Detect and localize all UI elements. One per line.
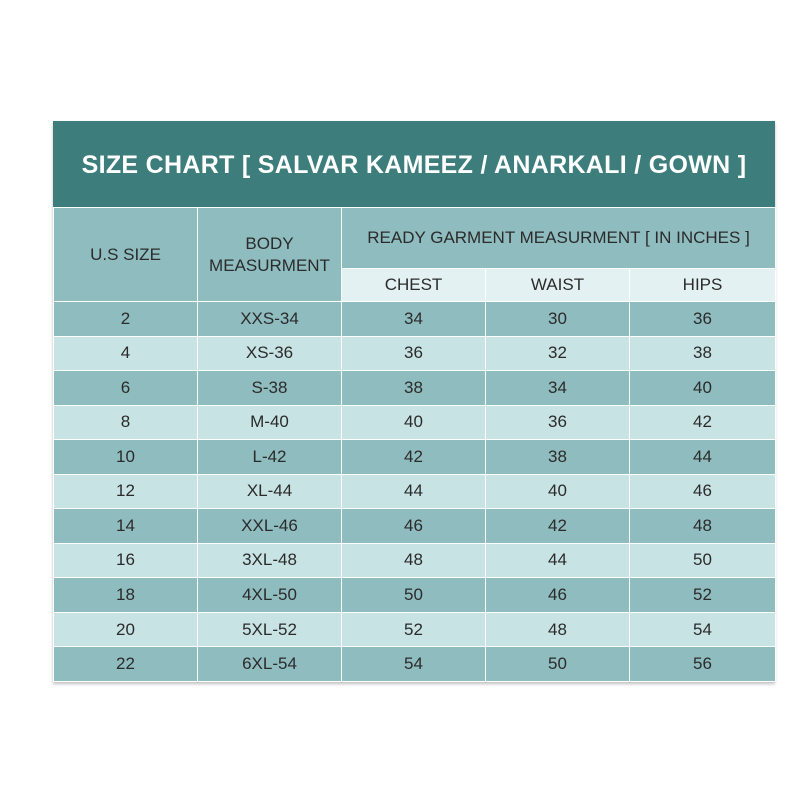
- cell-body: XS-36: [198, 336, 342, 371]
- table-row: [54, 336, 776, 371]
- cell-chest: 38: [342, 371, 486, 406]
- header-waist: WAIST: [486, 269, 630, 302]
- cell-chest: 44: [342, 474, 486, 509]
- cell-us-size: 8: [54, 405, 198, 440]
- cell-body: XXL-46: [198, 509, 342, 544]
- cell-chest: 34: [342, 302, 486, 337]
- size-table: [53, 207, 776, 682]
- cell-chest: 52: [342, 612, 486, 647]
- cell-waist: 40: [486, 474, 630, 509]
- cell-waist: 50: [486, 647, 630, 682]
- header-hips: HIPS: [630, 269, 776, 302]
- cell-body: 5XL-52: [198, 612, 342, 647]
- cell-hips: 36: [630, 302, 776, 337]
- table-row: [54, 543, 776, 578]
- cell-chest: 42: [342, 440, 486, 475]
- header-us-size: U.S SIZE: [54, 208, 198, 302]
- header-body-line2: MEASURMENT: [209, 255, 330, 275]
- cell-hips: 56: [630, 647, 776, 682]
- cell-body: XXS-34: [198, 302, 342, 337]
- cell-chest: 50: [342, 578, 486, 613]
- cell-us-size: 10: [54, 440, 198, 475]
- cell-chest: 54: [342, 647, 486, 682]
- header-ready-garment: READY GARMENT MEASURMENT [ IN INCHES ]: [342, 208, 776, 269]
- cell-chest: 46: [342, 509, 486, 544]
- cell-waist: 32: [486, 336, 630, 371]
- table-row: [54, 474, 776, 509]
- table-row: [54, 371, 776, 406]
- table-row: [54, 302, 776, 337]
- table-row: [54, 405, 776, 440]
- cell-waist: 36: [486, 405, 630, 440]
- cell-us-size: 12: [54, 474, 198, 509]
- header-chest: CHEST: [342, 269, 486, 302]
- cell-hips: 52: [630, 578, 776, 613]
- cell-us-size: 22: [54, 647, 198, 682]
- cell-body: M-40: [198, 405, 342, 440]
- header-body-measurement: [198, 208, 342, 302]
- cell-body: 6XL-54: [198, 647, 342, 682]
- cell-hips: 50: [630, 543, 776, 578]
- table-row: [54, 440, 776, 475]
- cell-waist: 48: [486, 612, 630, 647]
- cell-waist: 46: [486, 578, 630, 613]
- header-body-line1: BODY: [245, 233, 294, 253]
- cell-waist: 42: [486, 509, 630, 544]
- cell-waist: 34: [486, 371, 630, 406]
- table-row: [54, 578, 776, 613]
- cell-us-size: 16: [54, 543, 198, 578]
- cell-hips: 42: [630, 405, 776, 440]
- size-chart: [53, 121, 775, 682]
- cell-hips: 46: [630, 474, 776, 509]
- cell-us-size: 2: [54, 302, 198, 337]
- cell-waist: 30: [486, 302, 630, 337]
- cell-waist: 38: [486, 440, 630, 475]
- cell-hips: 44: [630, 440, 776, 475]
- cell-us-size: 4: [54, 336, 198, 371]
- table-row: [54, 612, 776, 647]
- cell-body: L-42: [198, 440, 342, 475]
- cell-hips: 54: [630, 612, 776, 647]
- cell-us-size: 14: [54, 509, 198, 544]
- cell-hips: 48: [630, 509, 776, 544]
- cell-body: S-38: [198, 371, 342, 406]
- cell-body: 3XL-48: [198, 543, 342, 578]
- table-row: [54, 647, 776, 682]
- cell-hips: 38: [630, 336, 776, 371]
- cell-us-size: 6: [54, 371, 198, 406]
- table-row: [54, 509, 776, 544]
- cell-chest: 48: [342, 543, 486, 578]
- cell-us-size: 18: [54, 578, 198, 613]
- cell-chest: 40: [342, 405, 486, 440]
- cell-chest: 36: [342, 336, 486, 371]
- cell-body: 4XL-50: [198, 578, 342, 613]
- cell-waist: 44: [486, 543, 630, 578]
- cell-body: XL-44: [198, 474, 342, 509]
- chart-title: SIZE CHART [ SALVAR KAMEEZ / ANARKALI / GOWN ]: [53, 121, 775, 207]
- cell-us-size: 20: [54, 612, 198, 647]
- cell-hips: 40: [630, 371, 776, 406]
